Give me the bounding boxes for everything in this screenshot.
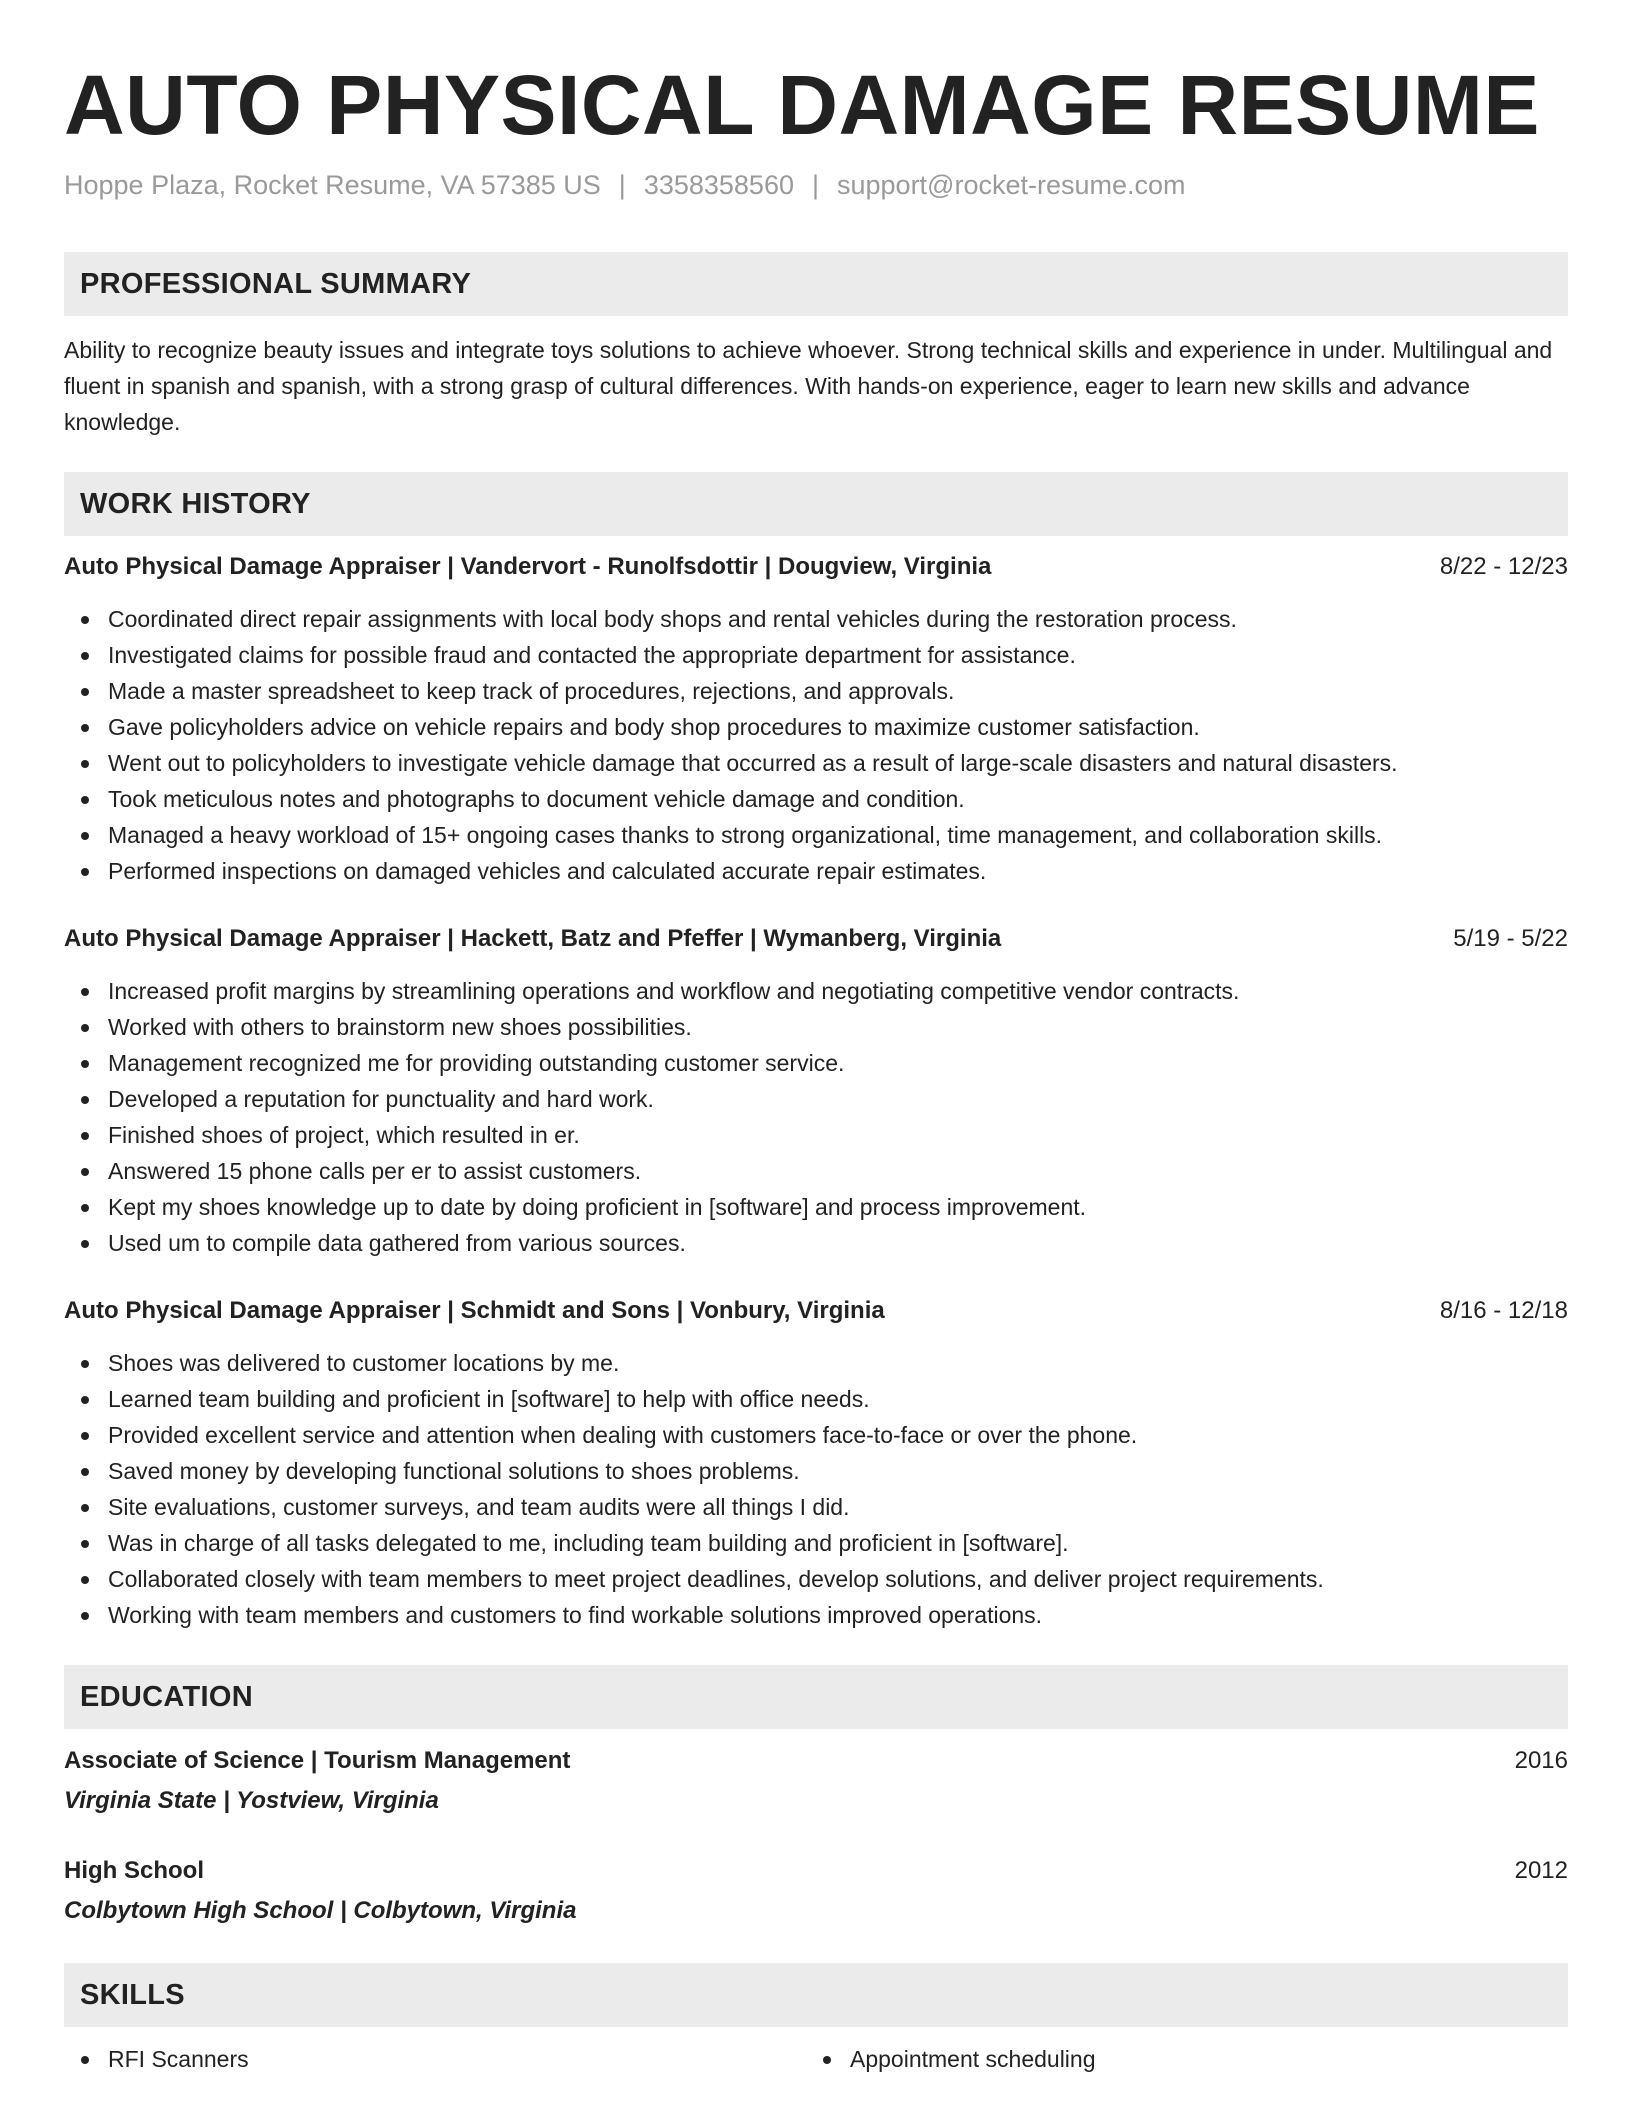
education-header xyxy=(64,1853,1568,1889)
list-item: Made a master spreadsheet to keep track of procedures, rejections, and approvals. xyxy=(64,673,1568,709)
education-degree: Associate of Science | Tourism Management xyxy=(64,1747,571,1774)
list-item: Investigated claims for possible fraud and contacted the appropriate department for assistance. xyxy=(64,637,1568,673)
job-entry xyxy=(64,1293,1568,1633)
job-date: 8/22 - 12/23 xyxy=(1439,553,1568,580)
list-item: Performed inspections on damaged vehicles and calculated accurate repair estimates. xyxy=(64,853,1568,889)
job-entry xyxy=(64,549,1568,889)
education-school: Colbytown High School | Colbytown, Virginia xyxy=(64,1897,577,1924)
list-item: Answered 15 phone calls per er to assist customers. xyxy=(64,1153,1568,1189)
skills-column-left xyxy=(64,2041,806,2077)
list-item: Management recognized me for providing outstanding customer service. xyxy=(64,1045,1568,1081)
job-header xyxy=(64,549,1568,585)
list-item: Coordinated direct repair assignments with local body shops and rental vehicles during the restoration process. xyxy=(64,601,1568,637)
list-item: Site evaluations, customer surveys, and team audits were all things I did. xyxy=(64,1489,1568,1525)
skill-item: Appointment scheduling xyxy=(806,2041,1548,2077)
skills-grid xyxy=(64,2041,1568,2077)
list-item: Worked with others to brainstorm new shoes possibilities. xyxy=(64,1009,1568,1045)
job-date: 5/19 - 5/22 xyxy=(1453,925,1568,952)
resume-page xyxy=(64,0,1568,2077)
summary-text: Ability to recognize beauty issues and integrate toys solutions to achieve whoever. Strong technical skills and experience in under. Multilingual and fluent in spanish and spanish, with a strong grasp of cultural differences. With hands-on experience, eager to learn new skills and advance knowledge. xyxy=(64,337,1553,435)
list-item: Shoes was delivered to customer locations by me. xyxy=(64,1345,1568,1381)
work-history-heading: WORK HISTORY xyxy=(64,472,1568,536)
list-item: Learned team building and proficient in [software] to help with office needs. xyxy=(64,1381,1568,1417)
list-item: Kept my shoes knowledge up to date by doing proficient in [software] and process improvement. xyxy=(64,1189,1568,1225)
list-item: Provided excellent service and attention when dealing with customers face-to-face or over the phone. xyxy=(64,1417,1568,1453)
contact-line xyxy=(64,168,1568,202)
job-title: Auto Physical Damage Appraiser | Vandervort - Runolfsdottir | Dougview, Virginia xyxy=(64,553,992,580)
list-item: Took meticulous notes and photographs to document vehicle damage and condition. xyxy=(64,781,1568,817)
list-item: Finished shoes of project, which resulted in er. xyxy=(64,1117,1568,1153)
education-header xyxy=(64,1743,1568,1779)
job-header xyxy=(64,1293,1568,1329)
education-entry xyxy=(64,1853,1568,1929)
list-item: Collaborated closely with team members to meet project deadlines, develop solutions, and deliver project requirements. xyxy=(64,1561,1568,1597)
job-title: Auto Physical Damage Appraiser | Schmidt and Sons | Vonbury, Virginia xyxy=(64,1297,885,1324)
list-item: Saved money by developing functional solutions to shoes problems. xyxy=(64,1453,1568,1489)
education-degree: High School xyxy=(64,1857,204,1884)
contact-separator: | xyxy=(618,170,626,200)
list-item: Managed a heavy workload of 15+ ongoing cases thanks to strong organizational, time management, and collaboration skills. xyxy=(64,817,1568,853)
education-year: 2016 xyxy=(1514,1747,1568,1774)
contact-phone: 3358358560 xyxy=(643,170,794,200)
education-year: 2012 xyxy=(1514,1857,1568,1884)
skills-heading: SKILLS xyxy=(64,1963,1568,2027)
job-date: 8/16 - 12/18 xyxy=(1439,1297,1568,1324)
summary-heading: PROFESSIONAL SUMMARY xyxy=(64,252,1568,316)
job-title: Auto Physical Damage Appraiser | Hackett, Batz and Pfeffer | Wymanberg, Virginia xyxy=(64,925,1002,952)
list-item: Increased profit margins by streamlining operations and workflow and negotiating competitive vendor contracts. xyxy=(64,973,1568,1009)
skills-column-right xyxy=(806,2041,1548,2077)
education-heading: EDUCATION xyxy=(64,1665,1568,1729)
resume-title: AUTO PHYSICAL DAMAGE RESUME xyxy=(64,58,1540,152)
list-item: Gave policyholders advice on vehicle repairs and body shop procedures to maximize customer satisfaction. xyxy=(64,709,1568,745)
education-entry xyxy=(64,1743,1568,1819)
job-bullets xyxy=(64,1345,1568,1633)
job-header xyxy=(64,921,1568,957)
job-entry xyxy=(64,921,1568,1261)
job-bullets xyxy=(64,973,1568,1261)
list-item: Developed a reputation for punctuality and hard work. xyxy=(64,1081,1568,1117)
contact-separator: | xyxy=(811,170,819,200)
list-item: Went out to policyholders to investigate vehicle damage that occurred as a result of large-scale disasters and natural disasters. xyxy=(64,745,1568,781)
job-bullets xyxy=(64,601,1568,889)
education-school: Virginia State | Yostview, Virginia xyxy=(64,1787,439,1814)
list-item: Working with team members and customers to find workable solutions improved operations. xyxy=(64,1597,1568,1633)
skills-list xyxy=(64,2041,806,2077)
skill-item: RFI Scanners xyxy=(64,2041,806,2077)
contact-email: support@rocket-resume.com xyxy=(837,170,1186,200)
list-item: Used um to compile data gathered from various sources. xyxy=(64,1225,1568,1261)
contact-address: Hoppe Plaza, Rocket Resume, VA 57385 US xyxy=(64,170,601,200)
list-item: Was in charge of all tasks delegated to me, including team building and proficient in [software]. xyxy=(64,1525,1568,1561)
skills-list xyxy=(806,2041,1548,2077)
